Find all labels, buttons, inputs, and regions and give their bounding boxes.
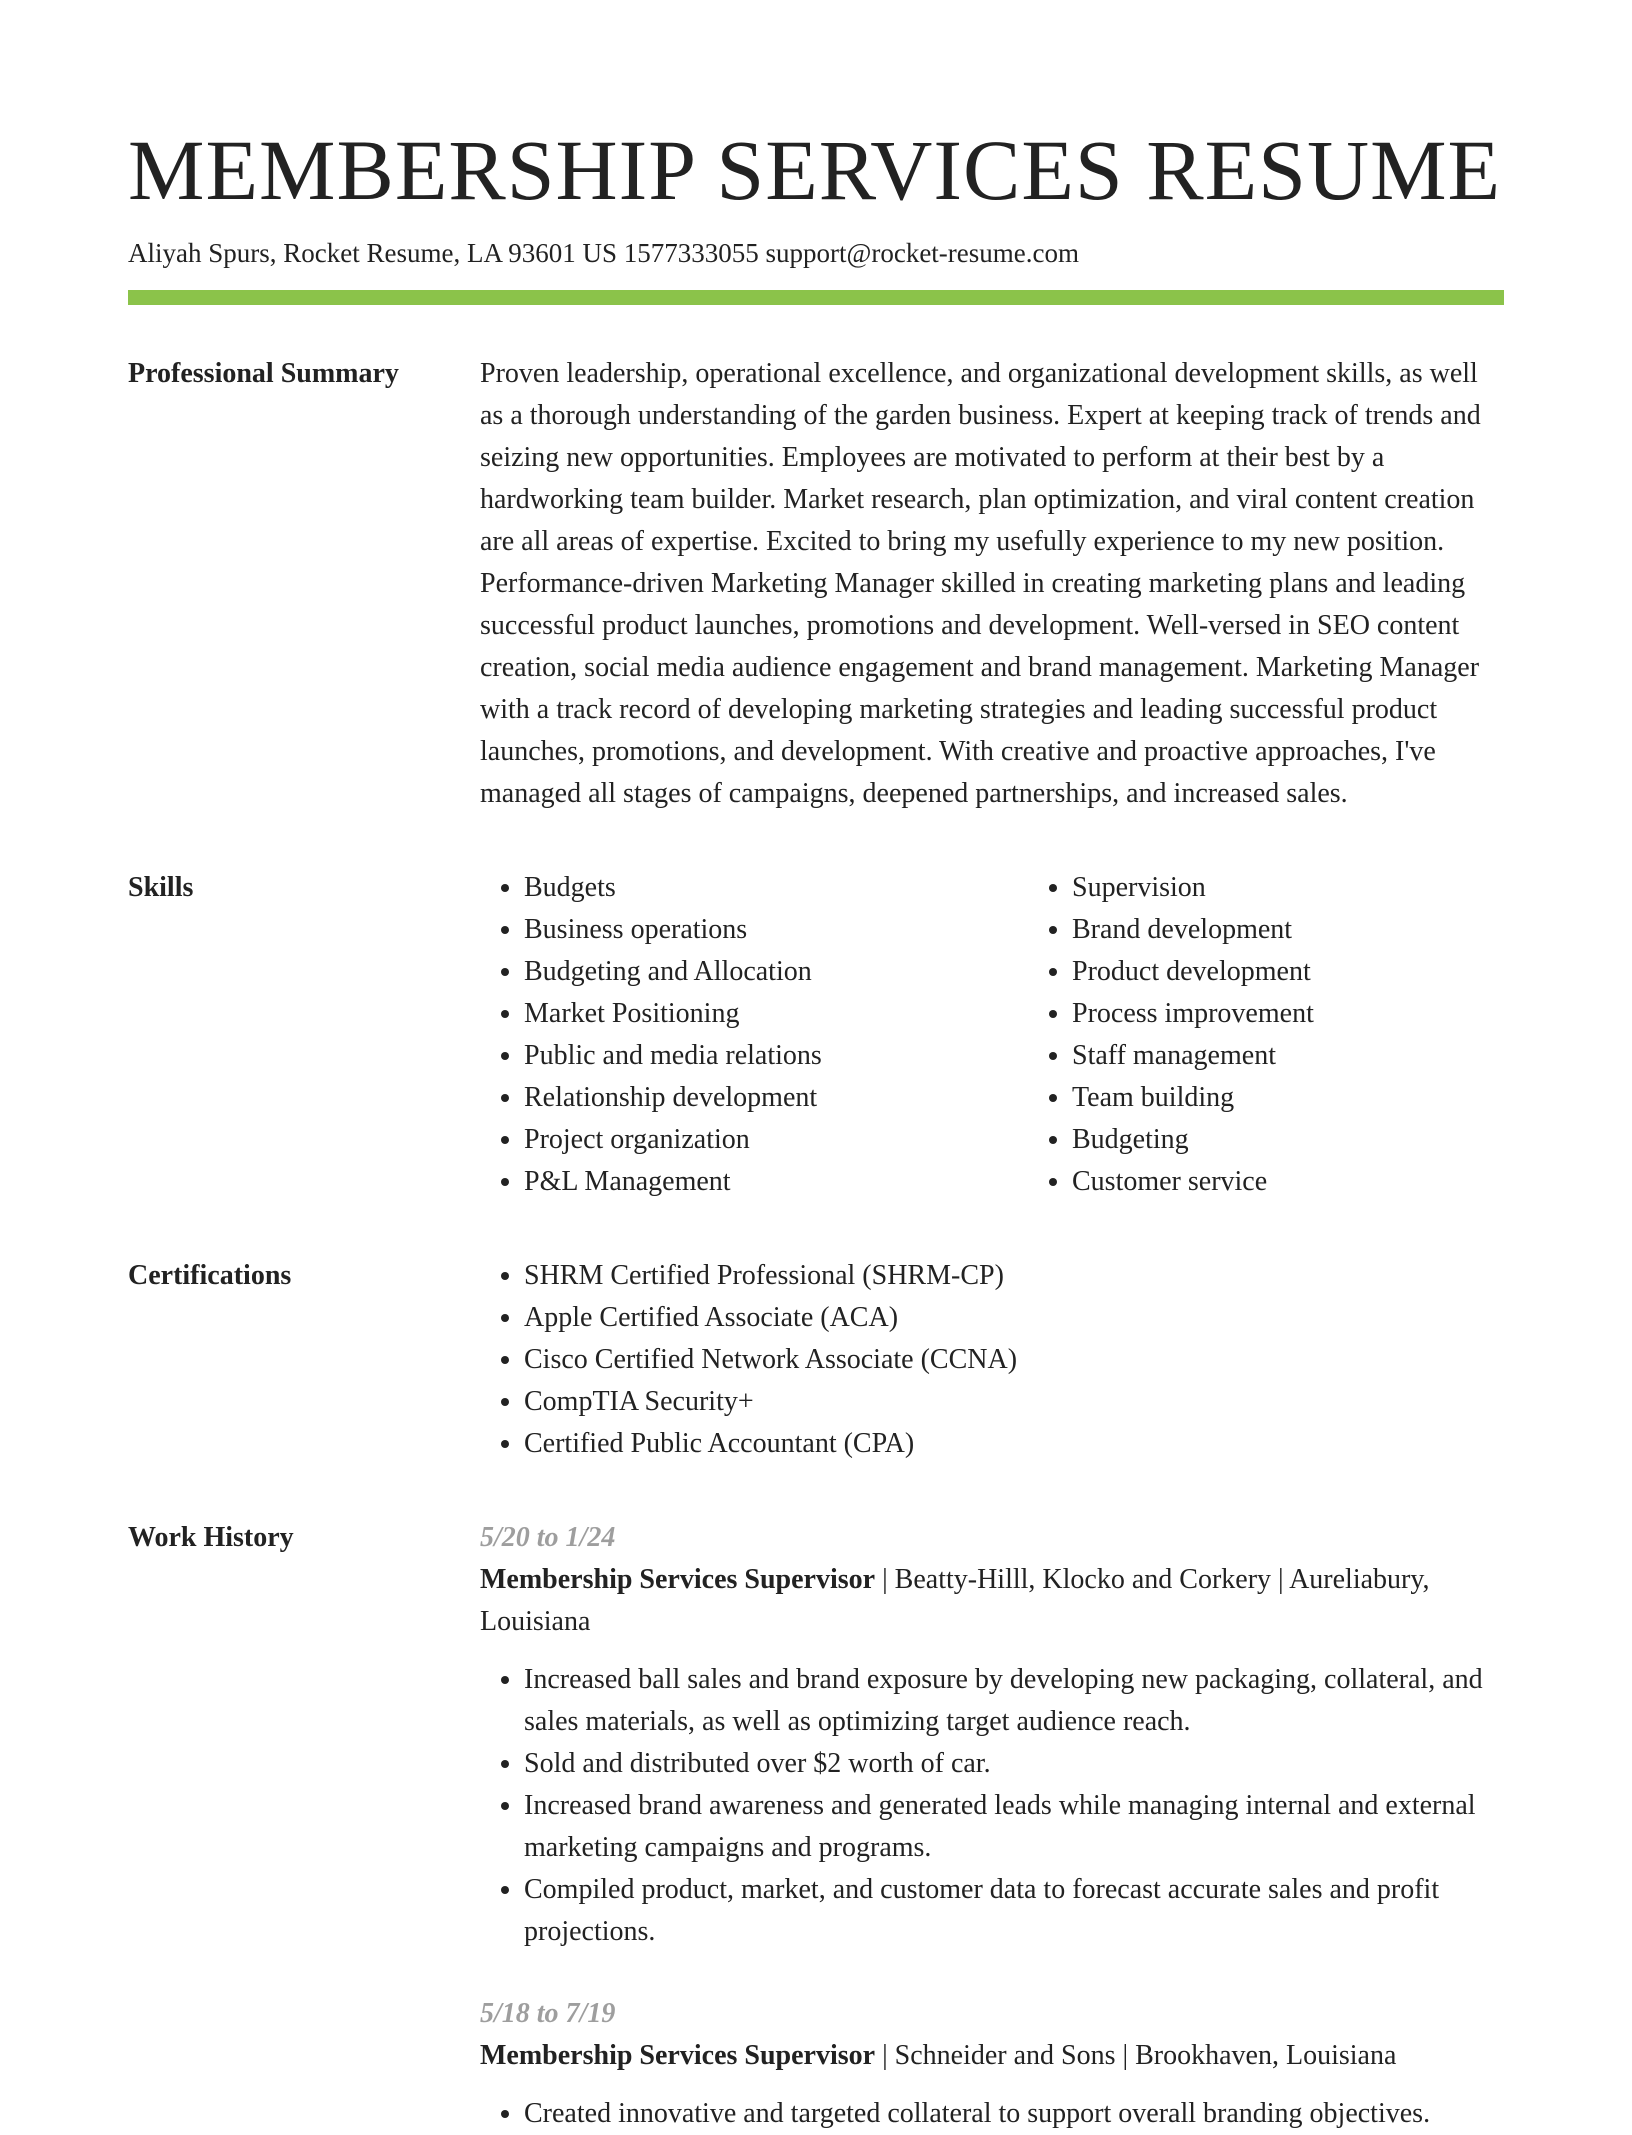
job-bullet: • Increased ball sales and brand exposure by developing new packaging, collateral, and sales materials, as well as optimizing target audience reach. (524, 1659, 1504, 1743)
certification-item: • CompTIA Security+ (524, 1381, 1504, 1423)
certifications-heading: Certifications (128, 1260, 292, 1291)
contact-info: Aliyah Spurs, Rocket Resume, LA 93601 US 1577333055 support@rocket-resume.com (128, 238, 1079, 268)
work-history-heading: Work History (128, 1522, 294, 1553)
certifications-section (128, 1255, 1504, 1465)
skill-item: • Market Positioning (524, 993, 1028, 1035)
job-bullet: • Increased brand awareness and generated leads while managing internal and external marketing campaigns and programs. (524, 1785, 1504, 1869)
skill-item: • Budgeting and Allocation (524, 951, 1028, 993)
job-entry (480, 1517, 1504, 1953)
certification-item: • Cisco Certified Network Associate (CCNA) (524, 1339, 1504, 1381)
skill-item: • P&L Management (524, 1161, 1028, 1203)
skill-item: • Business operations (524, 909, 1028, 951)
skills-list-left (480, 867, 1028, 1203)
skill-item: • Process improvement (1072, 993, 1576, 1035)
skill-item: • Public and media relations (524, 1035, 1028, 1077)
job-bullets (480, 1659, 1504, 1953)
skills-section (128, 867, 1504, 1203)
skill-item: • Supervision (1072, 867, 1576, 909)
job-dates: 5/20 to 1/24 (480, 1522, 616, 1553)
job-bullets (480, 2093, 1504, 2135)
job-heading (480, 2035, 1504, 2077)
skill-item: • Team building (1072, 1077, 1576, 1119)
certification-item: • Certified Public Accountant (CPA) (524, 1423, 1504, 1465)
skill-item: • Brand development (1072, 909, 1576, 951)
resume-title: MEMBERSHIP SERVICES RESUME (128, 122, 1502, 218)
header-divider (128, 290, 1504, 305)
job-details: | Schneider and Sons | Brookhaven, Louisiana (875, 2040, 1397, 2071)
summary-heading: Professional Summary (128, 358, 399, 389)
summary-section (128, 353, 1504, 815)
certifications-list (480, 1255, 1504, 1465)
job-heading (480, 1559, 1504, 1643)
job-bullet: • Created innovative and targeted collateral to support overall branding objectives. (524, 2093, 1504, 2135)
skills-heading: Skills (128, 872, 194, 903)
certification-item: • SHRM Certified Professional (SHRM-CP) (524, 1255, 1504, 1297)
job-title: Membership Services Supervisor (480, 2040, 876, 2071)
job-title: Membership Services Supervisor (480, 1564, 876, 1595)
skills-list-right (1028, 867, 1576, 1203)
skill-item: • Budgets (524, 867, 1028, 909)
job-details: | Beatty-Hilll, Klocko and Corkery | Aureliabury, Louisiana (480, 1564, 1430, 1637)
skill-item: • Staff management (1072, 1035, 1576, 1077)
skill-item: • Project organization (524, 1119, 1028, 1161)
certification-item: • Apple Certified Associate (ACA) (524, 1297, 1504, 1339)
job-bullet: • Compiled product, market, and customer data to forecast accurate sales and profit projections. (524, 1869, 1504, 1953)
skill-item: • Customer service (1072, 1161, 1576, 1203)
work-history-section (128, 1517, 1504, 2135)
skill-item: • Relationship development (524, 1077, 1028, 1119)
job-bullet: • Sold and distributed over $2 worth of car. (524, 1743, 1504, 1785)
skill-item: • Product development (1072, 951, 1576, 993)
job-dates: 5/18 to 7/19 (480, 1998, 616, 2029)
skill-item: • Budgeting (1072, 1119, 1576, 1161)
job-entry (480, 1993, 1504, 2135)
summary-text: Proven leadership, operational excellence, and organizational development skills, as well as a thorough understanding of the garden business. Expert at keeping track of trends and seizing new opportunities. Employees are motivated to perform at their best by a hardworking team builder. Market research, plan optimization, and viral content creation are all areas of expertise. Excited to bring my usefully experience to my new position. Performance-driven Marketing Manager skilled in creating marketing plans and leading successful product launches, promotions and development. Well-versed in SEO content creation, social media audience engagement and brand management. Marketing Manager with a track record of developing marketing strategies and leading successful product launches, promotions, and development. With creative and proactive approaches, I've managed all stages of campaigns, deepened partnerships, and increased sales. (480, 358, 1481, 809)
